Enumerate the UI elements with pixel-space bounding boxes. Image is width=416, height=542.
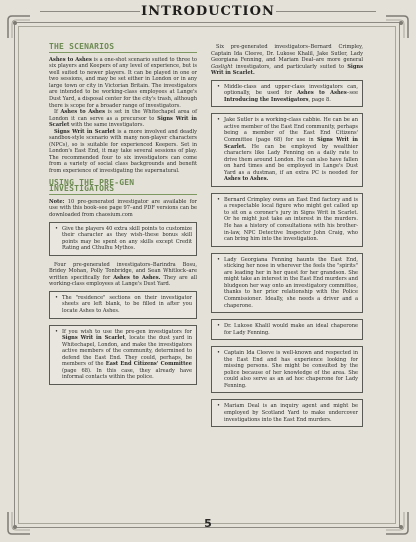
callout-box — [211, 253, 363, 313]
paragraph-text: 10 pre-generated investigator are available for use with this book–see page 97–and PDF versions can be downloaded from chaosium.com — [49, 198, 197, 218]
callout-text: • Lady Georgiana Fenning haunts the East End, sticking her nose in wherever the feels the "spirits" are leading her in her quest for her grandson. She might take an interest in the East End murders and bludgeon her way onto an investigatory committee, thanks to her prior relationship with the Police Commissioner. Ideally, she needs a driver and a chaperone. — [216, 257, 358, 309]
book-title: Signs Writ in Scarlet — [62, 335, 125, 342]
paragraph-scenarios-1 — [49, 57, 197, 109]
book-title: Signs Writ in Scarlet — [49, 115, 197, 129]
callout-box — [211, 113, 363, 186]
paragraph-text: Four pre-generated investigators–Barindra Bosu, Bridey Mohan, Polly Tonbridge, and Sean Whitlock–are written specifically for — [49, 261, 197, 281]
header-rule-right — [276, 11, 376, 12]
callout-box — [49, 222, 197, 256]
paragraph-text: –see — [346, 90, 358, 97]
book-title: Ashes to Ashes — [60, 109, 105, 116]
paragraph-text: , locate the dust yard in Whitechapel, London, and make the investigators active members of the community, determined to defend the East End. They could, perhaps, be members of the — [62, 335, 192, 368]
callout-text: • Captain Ida Cleeve is well-known and respected in the East End and has experience looking for missing persons. She might be consulted by the police because of her knowledge of the area. She could also serve as an ad hoc chaperone for Lady Fenning. — [216, 350, 358, 389]
section-rule — [49, 194, 197, 195]
left-column — [49, 44, 197, 391]
paragraph-text: is a one-shot scenario suited to three to six players and Keepers of any level of experience, but is well suited to newer players. It can be played in one or two sessions, and may be set either in London or in any large town or city in Victorian Britain. The investigators are intended to be working-class employees at Lange's Dust Yard, a disposal center for the city's trash, although there is scope for a broader range of investigators. — [49, 56, 197, 109]
paragraph-text: investigators, and particularly suited to — [232, 63, 348, 70]
paragraph-text: is a more involved and deadly sandbox-style scenario with many non-player characters (NPCs), so is suitable for experienced Keepers. Set in London's East End, it may take several sessions of play. The recommended four to six investigators can come from a variety of social class backgrounds and benefit from experience of investigating the supernatural. — [49, 128, 197, 175]
callout-text: • Give the players 40 extra skill points to customize their character as they wish–these bonus skill points may be spent on any skills except Credit Rating and Cthulhu Mythos. — [54, 226, 192, 252]
book-title: Signs Writ in Scarlet. — [224, 137, 358, 150]
paragraph-text: , page 8. — [308, 96, 331, 103]
paragraph-text: with the same investigators. — [69, 122, 145, 129]
note-paragraph — [49, 199, 197, 219]
book-title: Ashes to Ashes. — [224, 176, 269, 183]
callout-text — [216, 84, 358, 104]
paragraph-text: Jake Sutler is a working-class cabbie. He can be an active member of the East End community, perhaps being a member of the East End Citizens' Committee (page 68) for use in — [224, 117, 358, 144]
header-rule-left — [40, 11, 140, 12]
paragraph-scenarios-3 — [49, 129, 197, 175]
callout-box — [211, 399, 363, 427]
paragraph-scenarios-2 — [49, 109, 197, 129]
paragraph-text: They are all working-class employees at Lange's Dust Yard. — [49, 274, 197, 288]
paragraph-text: is set in the Whitechapel area of London it can serve as a precursor to — [49, 109, 197, 122]
section-reference: Introducing the Investigators — [224, 96, 309, 103]
paragraph-text: If you wish to use the pre-gen investigators for — [62, 328, 192, 335]
section-heading-scenarios: THE SCENARIOS — [49, 42, 115, 51]
section-rule — [49, 52, 197, 53]
callout-box — [211, 193, 363, 247]
right-column — [211, 44, 363, 433]
callout-text: • The "residence" sections on their investigator sheets are left blank, to be filled in after you locate Ashes to Ashes. — [54, 295, 192, 315]
book-title: Signs Writ in Scarlet. — [211, 63, 363, 77]
paragraph-general-pregens — [211, 44, 363, 77]
callout-text: • Mariam Deal is an inquiry agent and might be employed by Scotland Yard to make undercover investigations into the East End murders. — [216, 403, 358, 423]
page-number: 5 — [204, 517, 212, 530]
note-label: Note: — [49, 198, 65, 205]
page-title: INTRODUCTION — [131, 4, 285, 19]
callout-box — [49, 291, 197, 319]
callout-box — [211, 319, 363, 340]
book-title: Ashes to Ashes — [49, 56, 92, 63]
paragraph-text: If — [54, 109, 61, 116]
game-title: Gaslight — [211, 63, 233, 70]
page-header — [0, 0, 416, 22]
paragraph-text: He can be employed by wealthier characters like Lady Fenning on a daily rate to drive them around London. He can also have fallen on hard times and be employed in Lange's Dust Yard as a dustman, if an extra PC is needed for — [224, 143, 358, 176]
callout-text: • Bernard Crimpley owns an East End factory and is a respectable local figure who might get called up to sit on a coroner's jury in Signs Writ in Scarlet. Or he might just take an interest in the murders. He has a history of consultations with his brother-in-law, NPC Detective Inspector John Craig, who can bring him into the investigation. — [216, 197, 358, 243]
book-title: Signs Writ in Scarlet — [54, 128, 116, 135]
callout-text: • Dr. Lukose Khalil would make an ideal chaperone for Lady Fenning. — [216, 323, 358, 336]
committee-name: East End Citizens' Committee — [105, 361, 192, 368]
callout-box — [211, 80, 363, 108]
paragraph-pregen — [49, 262, 197, 288]
book-title: Ashes to Ashes. — [113, 274, 161, 281]
section-heading-pregen: USING THE PRE-GEN INVESTIGATORS — [49, 177, 135, 194]
callout-text — [54, 329, 192, 381]
paragraph-text: Middle-class and upper-class investigators can, optionally, be used for — [224, 83, 358, 97]
callout-box — [211, 346, 363, 393]
paragraph-text: (page 68). In this case, they already have informal contacts within the police. — [62, 367, 192, 381]
paragraph-text: Six pre-generated investigators–Bernard Crimpley, Captain Ida Cleeve, Dr. Lukose Khalil, Jake Sutler, Lady Georgiana Fenning, and Mariam Deal–are more general — [211, 44, 363, 64]
callout-box — [49, 325, 197, 385]
book-title: Ashes to Ashes — [297, 90, 347, 97]
callout-text — [216, 117, 358, 182]
